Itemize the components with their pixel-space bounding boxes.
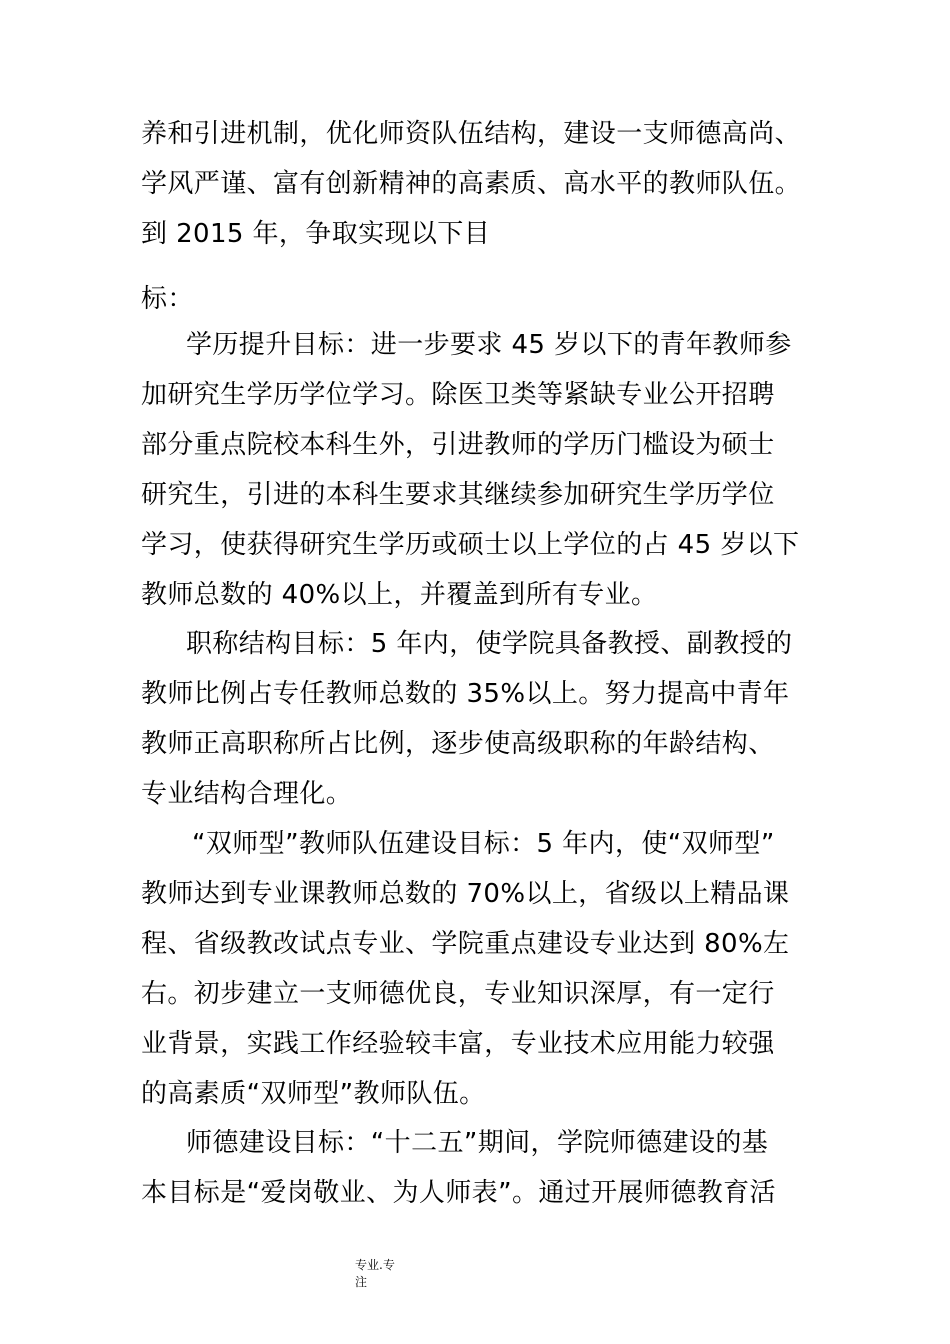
text-line: 本目标是“爱岗敬业、为人师表”。通过开展师德教育活 [141, 1178, 776, 1208]
text-line: 标： [141, 284, 194, 314]
text-line: 师德建设目标：“十二五”期间，学院师德建设的基 [186, 1128, 769, 1158]
text-line: 学历提升目标：进一步要求 45 岁以下的青年教师参 [186, 330, 792, 360]
text-line: 养和引进机制，优化师资队伍结构，建设一支师德高尚、 [141, 119, 802, 149]
text-line: 职称结构目标：5 年内，使学院具备教授、副教授的 [186, 629, 793, 659]
text-line: 的高素质“双师型”教师队伍。 [141, 1079, 486, 1109]
text-line: 专业结构合理化。 [141, 779, 353, 809]
text-line: 程、省级教改试点专业、学院重点建设专业达到 80%左 [141, 929, 790, 959]
page-footer: 注 [355, 1275, 368, 1289]
text-line: 研究生，引进的本科生要求其继续参加研究生学历学位 [141, 480, 775, 510]
text-line: 右。初步建立一支师德优良，专业知识深厚，有一定行 [141, 979, 775, 1009]
text-line: 学风严谨、富有创新精神的高素质、高水平的教师队伍。 [141, 169, 802, 199]
text-line: 教师正高职称所占比例，逐步使高级职称的年龄结构、 [141, 729, 775, 759]
text-line: 业背景，实践工作经验较丰富，专业技术应用能力较强 [141, 1029, 775, 1059]
page-footer: 专业.专 [355, 1258, 395, 1272]
text-line: 教师达到专业课教师总数的 70%以上，省级以上精品课 [141, 879, 790, 909]
text-line: 学习，使获得研究生学历或硕士以上学位的占 45 岁以下 [141, 530, 800, 560]
text-line: 教师总数的 40%以上，并覆盖到所有专业。 [141, 580, 658, 610]
text-line: “双师型”教师队伍建设目标：5 年内，使“双师型” [192, 829, 775, 859]
text-line: 教师比例占专任教师总数的 35%以上。努力提高中青年 [141, 679, 790, 709]
text-line: 加研究生学历学位学习。除医卫类等紧缺专业公开招聘 [141, 380, 775, 410]
text-line: 到 2015 年，争取实现以下目 [141, 219, 491, 249]
text-line: 部分重点院校本科生外，引进教师的学历门槛设为硕士 [141, 430, 775, 460]
